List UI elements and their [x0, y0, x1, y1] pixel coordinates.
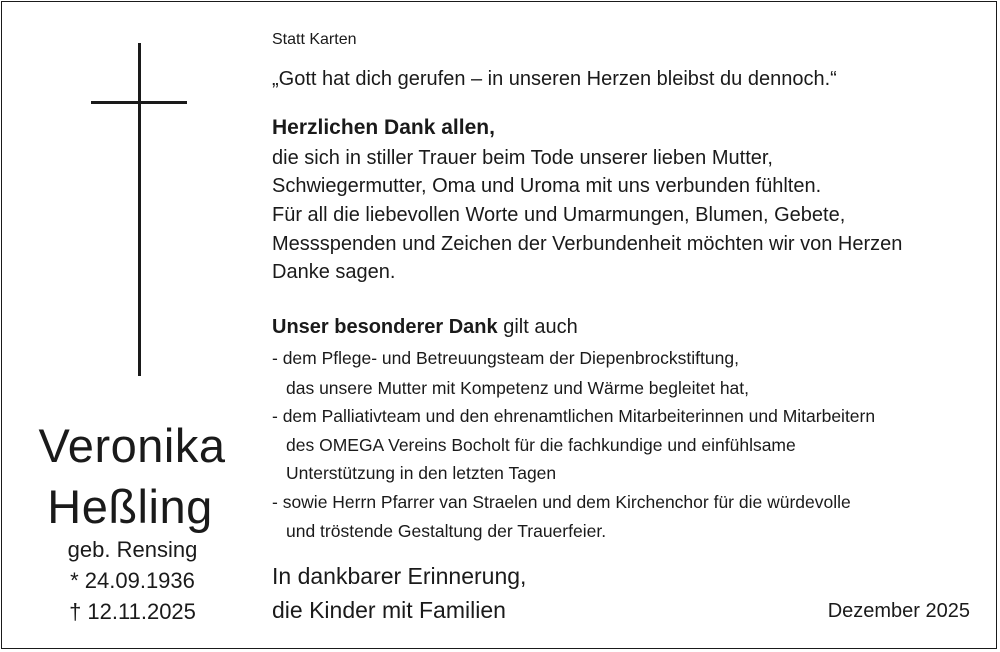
statt-karten: Statt Karten — [272, 31, 357, 48]
special-line: des OMEGA Vereins Bocholt für die fachkundige und einfühlsame — [286, 435, 796, 455]
birth-date: * 24.09.1936 — [70, 568, 195, 593]
deceased-last-name: Heßling — [47, 480, 213, 533]
special-line: und tröstende Gestaltung der Trauerfeier. — [286, 521, 607, 541]
quote: „Gott hat dich gerufen – in unseren Herzen bleibst du dennoch.“ — [272, 68, 837, 90]
cross-horizontal-bar — [91, 101, 187, 104]
death-date: † 12.11.2025 — [69, 599, 196, 624]
special-heading-rest: gilt auch — [497, 316, 578, 338]
thanks-line: die sich in stiller Trauer beim Tode unserer lieben Mutter, — [272, 147, 773, 169]
special-line: - dem Pflege- und Betreuungsteam der Diepenbrockstiftung, — [272, 348, 739, 368]
thanks-heading: Herzlichen Dank allen, — [272, 116, 495, 139]
thanks-line: Für all die liebevollen Worte und Umarmungen, Blumen, Gebete, — [272, 204, 846, 226]
special-line: - sowie Herrn Pfarrer van Straelen und dem Kirchenchor für die würdevolle — [272, 492, 851, 512]
cross-vertical-bar — [138, 43, 141, 376]
thanks-line: Schwiegermutter, Oma und Uroma mit uns verbunden fühlten. — [272, 175, 822, 197]
special-heading — [272, 316, 578, 339]
closing-line: In dankbarer Erinnerung, — [272, 563, 527, 589]
signature-family: die Kinder mit Familien — [272, 597, 506, 623]
thanks-line: Danke sagen. — [272, 261, 396, 283]
notice-date: Dezember 2025 — [827, 600, 970, 622]
special-line: Unterstützung in den letzten Tagen — [286, 463, 557, 483]
thanks-line: Messspenden und Zeichen der Verbundenheit möchten wir von Herzen — [272, 233, 903, 255]
special-heading-bold: Unser besonderer Dank — [272, 316, 498, 338]
special-line: das unsere Mutter mit Kompetenz und Wärme begleitet hat, — [286, 378, 750, 398]
special-line: - dem Palliativteam und den ehrenamtlichen Mitarbeiterinnen und Mitarbeitern — [272, 406, 876, 426]
deceased-first-name: Veronika — [38, 419, 226, 472]
birth-name: geb. Rensing — [67, 537, 198, 562]
